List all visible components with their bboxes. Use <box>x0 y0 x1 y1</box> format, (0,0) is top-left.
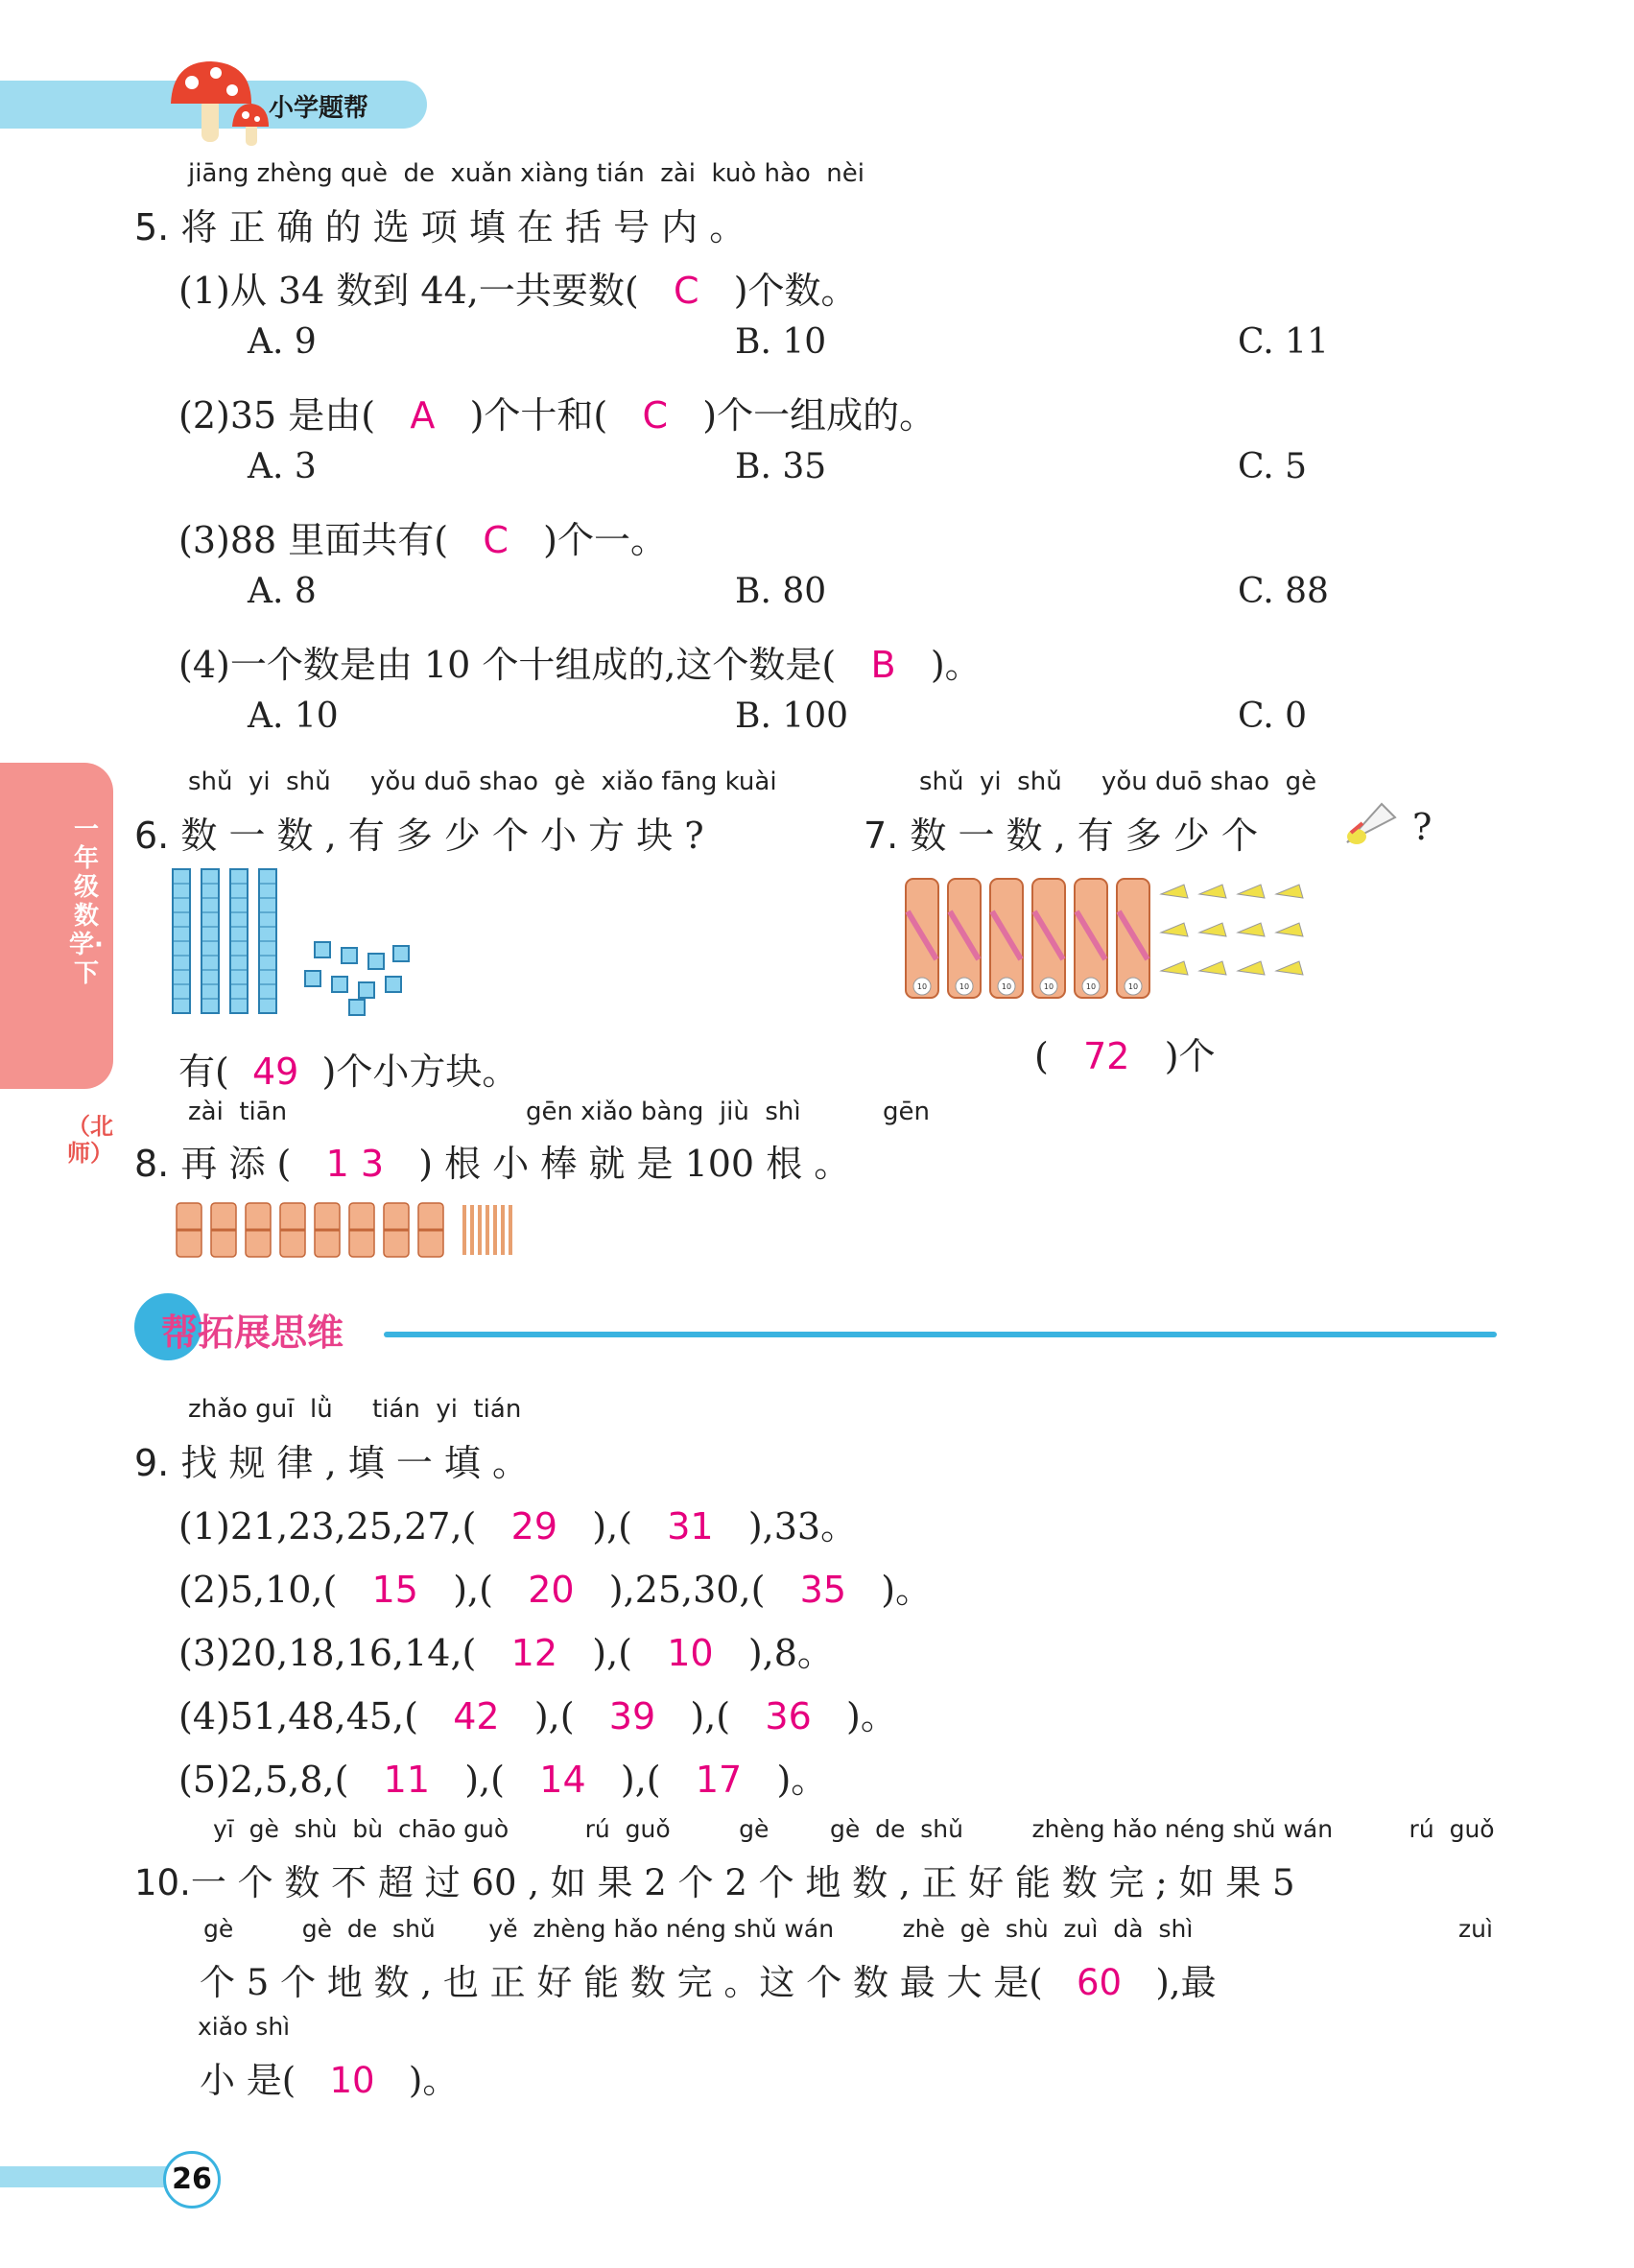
q10-pinyin-3: xiǎo shì <box>198 2013 291 2041</box>
tube-label: 10 <box>959 982 970 991</box>
q9-item-2: (2)5,10,( 15 ),( 20 ),25,30,( 35 )。 <box>178 1569 933 1611</box>
answer: 14 <box>539 1759 586 1801</box>
section-title: 帮拓展思维 <box>161 1311 344 1354</box>
q6-pinyin: shǔ yi shǔ yǒu duō shao gè xiǎo fāng kuài <box>188 768 777 796</box>
shuttlecock-icon <box>1343 794 1401 852</box>
answer: C <box>642 394 669 437</box>
option: B. 100 <box>735 697 849 736</box>
answer: 31 <box>667 1505 714 1547</box>
option: C. 5 <box>1238 447 1308 486</box>
q5-item-1: (1)从 34 数到 44,一共要数( C )个数。 <box>178 270 858 312</box>
answer: B <box>870 644 896 686</box>
page-number: 26 <box>163 2151 221 2209</box>
q5-item-4: (4)一个数是由 10 个十组成的,这个数是( B )。 <box>178 644 982 686</box>
tube-label: 10 <box>1043 982 1054 991</box>
answer: 1 3 <box>325 1143 385 1185</box>
q7-pinyin: shǔ yi shǔ yǒu duō shao gè <box>919 768 1317 796</box>
q10-line-3: 小 是( 10 )。 <box>200 2060 459 2101</box>
q5-heading: 5. 将 正 确 的 选 项 填 在 括 号 内 。 <box>134 206 746 248</box>
option: C. 88 <box>1238 572 1329 611</box>
answer: 72 <box>1083 1035 1130 1077</box>
section-divider <box>384 1332 1497 1337</box>
option: C. 11 <box>1238 322 1329 362</box>
answer: 11 <box>383 1759 431 1801</box>
q7-answer-line: ( 72 )个 <box>1034 1035 1216 1077</box>
sticks-bundles-figure <box>173 1197 547 1261</box>
answer: 10 <box>667 1632 714 1674</box>
shuttlecock-tubes-figure <box>902 873 1324 1007</box>
q9-item-5: (5)2,5,8,( 11 ),( 14 ),( 17 )。 <box>178 1759 828 1801</box>
mushroom-icon <box>163 56 278 148</box>
answer: 42 <box>453 1695 500 1737</box>
q10-pinyin-2: gè gè de shǔ yě zhèng hǎo néng shǔ wán zhè gè shù zuì dà shì <box>203 1915 1194 1943</box>
q9-item-4: (4)51,48,45,( 42 ),( 39 ),( 36 )。 <box>178 1695 897 1737</box>
answer: 15 <box>371 1569 418 1611</box>
q10-line-1: 10.一 个 数 不 超 过 60 , 如 果 2 个 2 个 地 数 , 正 好 能 数 完 ; 如 果 5 <box>134 1862 1295 1903</box>
option: A. 8 <box>248 572 317 611</box>
answer: 39 <box>608 1695 656 1737</box>
q5-item-3: (3)88 里面共有( C )个一。 <box>178 519 667 561</box>
q7-question-mark: ? <box>1412 806 1433 848</box>
base-ten-blocks-figure <box>171 865 420 1019</box>
q9-heading: 9. 找 规 律 , 填 一 填 。 <box>134 1442 529 1484</box>
option: B. 10 <box>735 322 827 362</box>
q8-pinyin-c: gēn <box>883 1098 930 1126</box>
option: C. 0 <box>1238 697 1308 736</box>
answer: A <box>410 394 436 437</box>
tube-label: 10 <box>1001 982 1012 991</box>
q6-heading: 6. 数 一 数 , 有 多 少 个 小 方 块 ? <box>134 815 704 857</box>
answer: 36 <box>765 1695 812 1737</box>
option: B. 80 <box>735 572 827 611</box>
option: A. 10 <box>248 697 339 736</box>
tube-label: 10 <box>1085 982 1097 991</box>
q9-pinyin: zhǎo guī lǜ tián yi tián <box>188 1395 522 1424</box>
footer-bar <box>0 2166 173 2187</box>
answer: 29 <box>510 1505 557 1547</box>
tube-label: 10 <box>1127 982 1139 991</box>
side-tab-subtitle: （北师） <box>67 1113 113 1167</box>
q8-pinyin-a: zài tiān <box>188 1098 288 1126</box>
option: A. 9 <box>248 322 317 362</box>
answer: 12 <box>510 1632 557 1674</box>
q5-item-2: (2)35 是由( A )个十和( C )个一组成的。 <box>178 394 936 437</box>
q10-pinyin-2b: zuì <box>1458 1915 1493 1943</box>
answer: 60 <box>1076 1962 1123 2003</box>
q8-pinyin-b: gēn xiǎo bàng jiù shì <box>526 1098 801 1126</box>
tube-label: 10 <box>916 982 928 991</box>
option: A. 3 <box>248 447 317 486</box>
q9-item-1: (1)21,23,25,27,( 29 ),( 31 ),33。 <box>178 1505 858 1547</box>
side-tab-title: 一年级数学·下 <box>69 815 104 988</box>
q9-item-3: (3)20,18,16,14,( 12 ),( 10 ),8。 <box>178 1632 834 1674</box>
q7-heading: 7. 数 一 数 , 有 多 少 个 <box>864 815 1258 857</box>
q6-answer-line: 有( 49 )个小方块。 <box>178 1051 519 1093</box>
answer: 49 <box>252 1051 299 1093</box>
header-title: 小学题帮 <box>269 94 369 123</box>
answer: 20 <box>528 1569 575 1611</box>
answer: C <box>673 270 699 312</box>
answer: 35 <box>799 1569 847 1611</box>
q8-line: 8. 再 添 ( 1 3 ) 根 小 棒 就 是 100 根 。 <box>134 1143 851 1185</box>
answer: 10 <box>329 2060 375 2101</box>
answer: C <box>483 519 509 561</box>
q5-pinyin: jiāng zhèng què de xuǎn xiàng tián zài kuò hào nèi <box>188 159 865 188</box>
q10-line-2: 个 5 个 地 数 , 也 正 好 能 数 完 。这 个 数 最 大 是( 60 ),最 <box>200 1962 1217 2003</box>
answer: 17 <box>695 1759 743 1801</box>
option: B. 35 <box>735 447 827 486</box>
q10-pinyin-1: yī gè shù bù chāo guò rú guǒ gè gè de shǔ zhèng hǎo néng shǔ wán rú guǒ <box>213 1815 1495 1843</box>
